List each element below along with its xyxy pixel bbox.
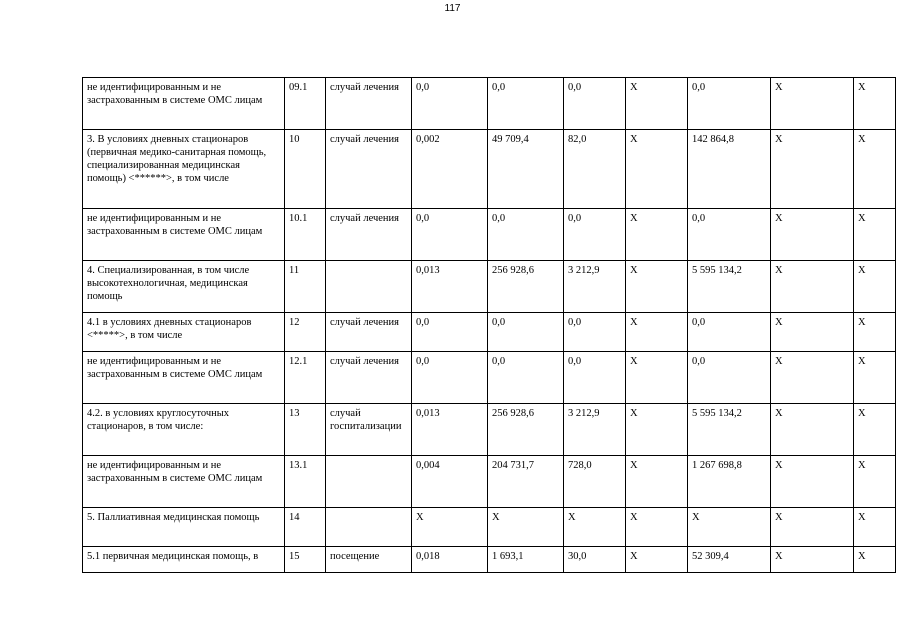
cell-per-capita: 30,0 [564,547,626,573]
cell-total: 5 595 134,2 [688,404,771,456]
cell-name: 5.1 первичная медицинская помощь, в [83,547,285,573]
cell-unit [326,261,412,313]
cell-per-capita: 0,0 [564,78,626,130]
table-row [83,404,896,456]
cell-name: не идентифицированным и не застрахованным в системе ОМС лицам [83,78,285,130]
cell-row-code: 15 [285,547,326,573]
cell-name: не идентифицированным и не застрахованным в системе ОМС лицам [83,352,285,404]
cell-x2: X [771,456,854,508]
cell-volume: 0,0 [412,209,488,261]
cell-total: 52 309,4 [688,547,771,573]
cell-unit [326,456,412,508]
cell-cost: 49 709,4 [488,130,564,209]
cell-unit [326,508,412,547]
cell-cost: 0,0 [488,78,564,130]
cell-per-capita: 3 212,9 [564,261,626,313]
cell-total: 0,0 [688,78,771,130]
cell-x3: X [854,78,896,130]
cell-x1: X [626,78,688,130]
cell-row-code: 12.1 [285,352,326,404]
cell-x2: X [771,313,854,352]
cell-unit: посещение [326,547,412,573]
cell-total: 5 595 134,2 [688,261,771,313]
cell-cost: 1 693,1 [488,547,564,573]
cell-cost: 0,0 [488,209,564,261]
cell-total: 0,0 [688,352,771,404]
cell-cost: X [488,508,564,547]
cell-volume: 0,0 [412,352,488,404]
cell-x3: X [854,313,896,352]
page-number: 117 [444,3,461,14]
cell-x3: X [854,130,896,209]
cell-cost: 0,0 [488,352,564,404]
cell-unit: случай лечения [326,313,412,352]
cell-cost: 256 928,6 [488,261,564,313]
cell-name: не идентифицированным и не застрахованным в системе ОМС лицам [83,209,285,261]
table-row [83,209,896,261]
cell-x3: X [854,404,896,456]
cell-unit: случай лечения [326,78,412,130]
cell-x1: X [626,352,688,404]
cell-per-capita: X [564,508,626,547]
cell-per-capita: 0,0 [564,209,626,261]
cell-volume: 0,0 [412,313,488,352]
cell-x3: X [854,547,896,573]
cell-row-code: 10 [285,130,326,209]
cell-per-capita: 0,0 [564,352,626,404]
cell-unit: случай госпитализации [326,404,412,456]
cell-unit: случай лечения [326,130,412,209]
table-row [83,456,896,508]
cell-total: 0,0 [688,313,771,352]
cell-x3: X [854,456,896,508]
cell-cost: 0,0 [488,313,564,352]
cell-row-code: 11 [285,261,326,313]
cell-cost: 204 731,7 [488,456,564,508]
cell-name: не идентифицированным и не застрахованным в системе ОМС лицам [83,456,285,508]
cell-volume: 0,013 [412,261,488,313]
cell-x2: X [771,352,854,404]
cell-total: 0,0 [688,209,771,261]
cell-unit: случай лечения [326,209,412,261]
cell-x2: X [771,78,854,130]
data-table [82,77,896,573]
cell-x1: X [626,547,688,573]
cell-x2: X [771,209,854,261]
table-row [83,313,896,352]
cell-volume: X [412,508,488,547]
cell-x1: X [626,261,688,313]
cell-per-capita: 0,0 [564,313,626,352]
cell-per-capita: 3 212,9 [564,404,626,456]
cell-x3: X [854,352,896,404]
cell-x2: X [771,508,854,547]
cell-unit: случай лечения [326,352,412,404]
cell-total: 142 864,8 [688,130,771,209]
table-row [83,78,896,130]
cell-name: 4.1 в условиях дневных стационаров <*****>, в том числе [83,313,285,352]
cell-row-code: 09.1 [285,78,326,130]
cell-per-capita: 728,0 [564,456,626,508]
cell-x1: X [626,209,688,261]
cell-x1: X [626,130,688,209]
cell-x3: X [854,508,896,547]
cell-x3: X [854,209,896,261]
cell-x2: X [771,130,854,209]
cell-row-code: 10.1 [285,209,326,261]
cell-row-code: 14 [285,508,326,547]
cell-volume: 0,018 [412,547,488,573]
cell-row-code: 12 [285,313,326,352]
cell-row-code: 13 [285,404,326,456]
cell-total: 1 267 698,8 [688,456,771,508]
cell-total: X [688,508,771,547]
cell-name: 3. В условиях дневных стационаров (первичная медико-санитарная помощь, специализированная медицинская помощь) <******>, в том числе [83,130,285,209]
table-row [83,130,896,209]
cell-cost: 256 928,6 [488,404,564,456]
cell-x1: X [626,508,688,547]
cell-volume: 0,0 [412,78,488,130]
cell-volume: 0,002 [412,130,488,209]
cell-x2: X [771,404,854,456]
table-row [83,261,896,313]
cell-name: 4.2. в условиях круглосуточных стационаров, в том числе: [83,404,285,456]
cell-volume: 0,004 [412,456,488,508]
cell-x2: X [771,547,854,573]
table-row [83,547,896,573]
cell-per-capita: 82,0 [564,130,626,209]
cell-name: 5. Паллиативная медицинская помощь [83,508,285,547]
cell-x1: X [626,456,688,508]
cell-name: 4. Специализированная, в том числе высокотехнологичная, медицинская помощь [83,261,285,313]
cell-row-code: 13.1 [285,456,326,508]
cell-volume: 0,013 [412,404,488,456]
cell-x1: X [626,404,688,456]
cell-x1: X [626,313,688,352]
table-row [83,508,896,547]
cell-x3: X [854,261,896,313]
table-row [83,352,896,404]
cell-x2: X [771,261,854,313]
